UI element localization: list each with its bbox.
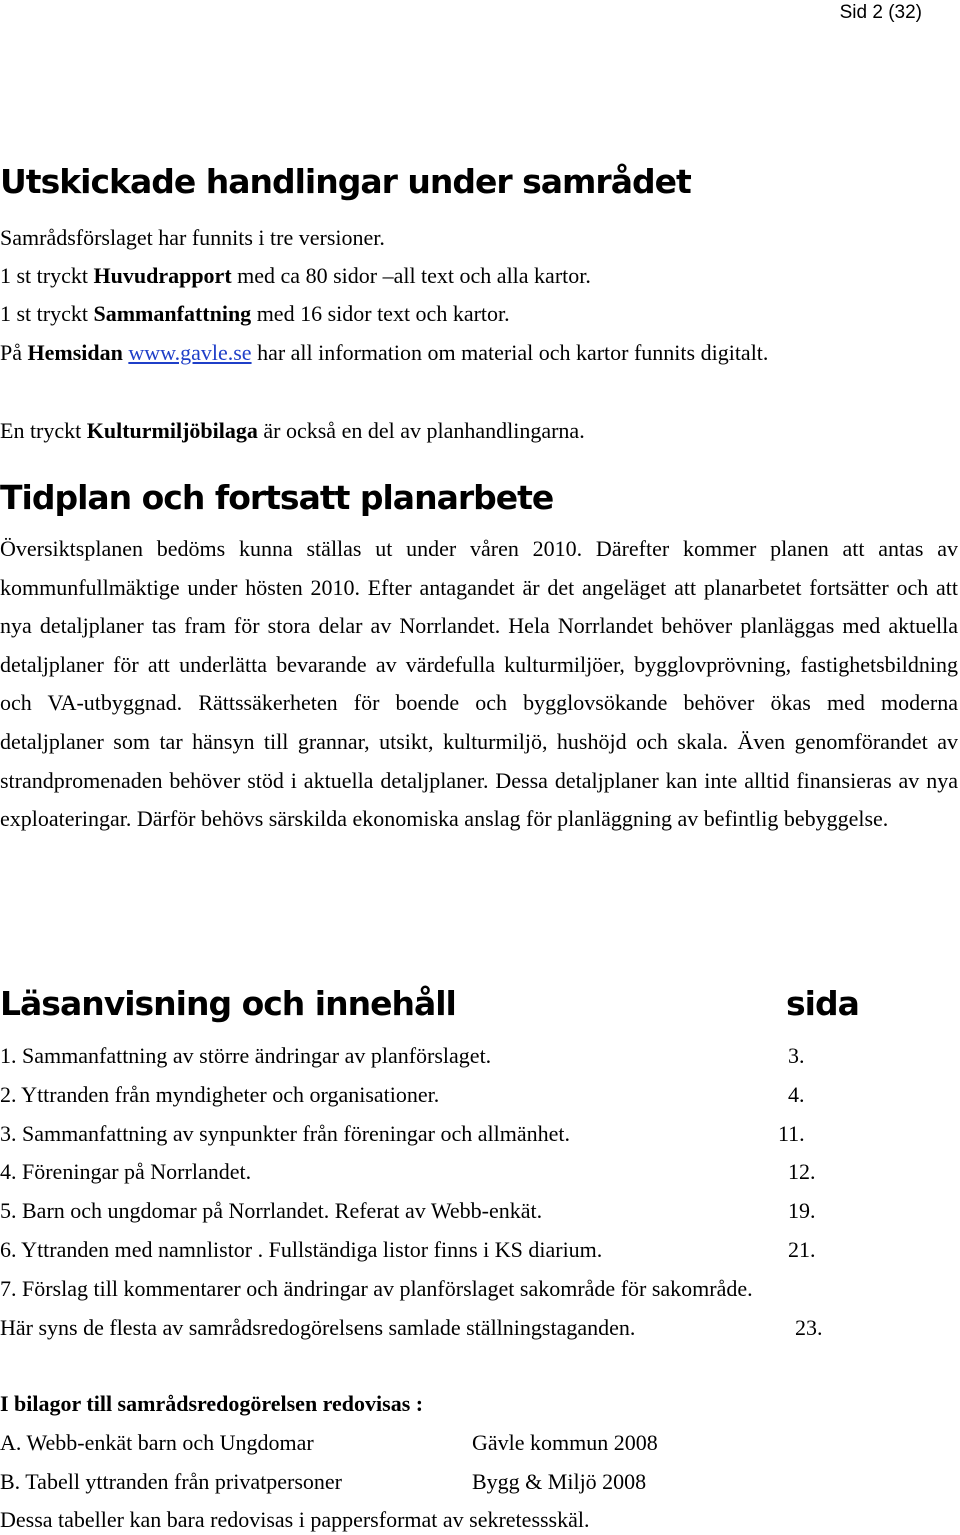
bold-term: Huvudrapport xyxy=(93,263,232,288)
tidplan-paragraph: Översiktsplanen bedöms kunna ställas ut under våren 2010. Därefter kommer planen att antas av kommunfullmäktige under hösten 2010. Efter antagandet är det angeläget att planarbetet fortsätter och att nya detaljplaner tas fram för stora delar av Norrlandet. Hela Norrlandet behöver planläggas med aktuella detaljplaner för att underlätta bevarande av värdefulla kulturmiljöer, bygglovprövning, fastighetsbildning och VA-utbyggnad. Rättssäkerheten för boende och bygglovsökande behöver ökas med moderna detaljplaner som tar hänsyn till grannar, utsikt, kulturmiljö, hushöjd och skala. Även genomförandet av strandpromenaden behöver stöd i aktuella detaljplaner. Dessa detaljplaner kan inte alltid finansieras av nya exploateringar. Därför behövs särskilda ekonomiska anslag för planläggning av befintlig bebyggelse. xyxy=(0,536,958,832)
bold-term: Hemsidan xyxy=(27,340,123,365)
text-line: 1 st tryckt Sammanfattning med 16 sidor text och kartor. xyxy=(0,301,510,326)
section-title-lasanvisning: Läsanvisning och innehåll xyxy=(0,984,456,1023)
text-line: Samrådsförslaget har funnits i tre versioner. xyxy=(0,225,385,250)
text-line: 1 st tryckt Huvudrapport med ca 80 sidor –all text och alla kartor. xyxy=(0,263,591,288)
appendix-note: Dessa tabeller kan bara redovisas i pappersformat av sekretessskäl. xyxy=(0,1507,590,1532)
text-line: På Hemsidan www.gavle.se har all information om material och kartor funnits digitalt. xyxy=(0,340,769,365)
website-link[interactable]: www.gavle.se xyxy=(128,340,252,365)
toc-page-column-label: sida xyxy=(786,984,859,1023)
section-title-handlingar: Utskickade handlingar under samrådet xyxy=(0,162,691,201)
text-line: En tryckt Kulturmiljöbilaga är också en del av planhandlingarna. xyxy=(0,418,585,443)
appendix-row: B. Tabell yttranden från privatpersoner Bygg & Miljö 2008 xyxy=(0,1469,647,1494)
page-number: Sid 2 (32) xyxy=(839,2,922,23)
appendix-heading: I bilagor till samrådsredogörelsen redovisas : xyxy=(0,1391,424,1416)
bold-term: Sammanfattning xyxy=(93,301,252,326)
appendix-row: A. Webb-enkät barn och Ungdomar Gävle kommun 2008 xyxy=(0,1430,658,1455)
section-title-tidplan: Tidplan och fortsatt planarbete xyxy=(0,478,554,517)
toc-item-7: 7. Förslag till kommentarer och ändringar av planförslaget sakområde för sakområde. xyxy=(0,1276,753,1301)
bold-term: Kulturmiljöbilaga xyxy=(86,418,258,443)
